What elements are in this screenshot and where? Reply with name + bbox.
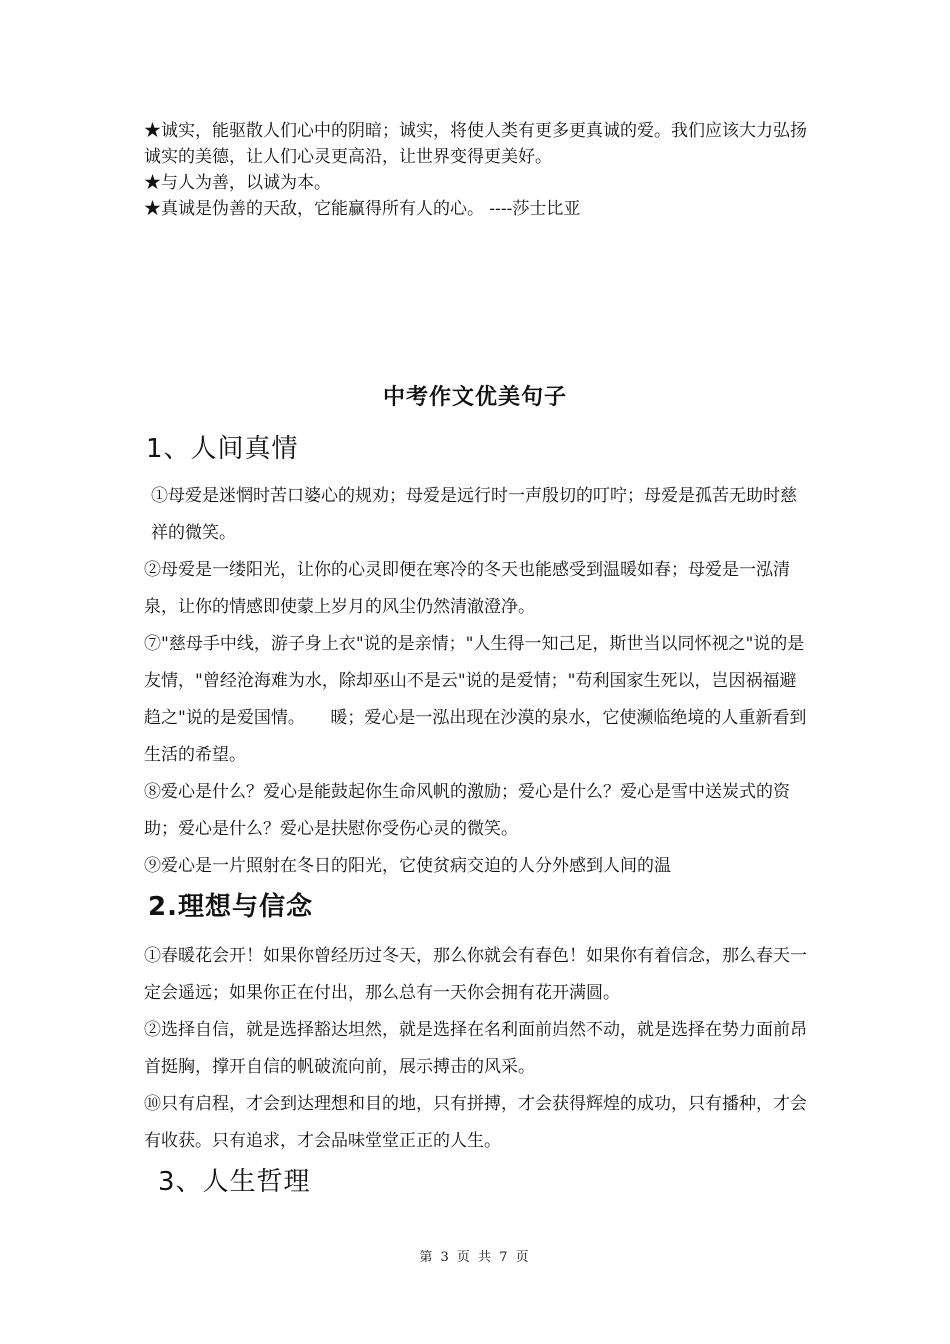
paragraph: ②选择自信，就是选择豁达坦然，就是选择在名利面前岿然不动，就是选择在势力面前昂首挺胸，撑开自信的帆破流向前，展示搏击的风采。 <box>144 1020 807 1077</box>
section-ideals <box>144 938 812 1160</box>
section-heading-ideals: 2.理想与信念 <box>148 892 313 922</box>
paragraph: ⑦"慈母手中线，游子身上衣"说的是亲情；"人生得一知己足，斯世当以同怀视之"说的是友情，"曾经沧海难为水，除却巫山不是云"说的是爱情；"苟利国家生死以，岂因祸福避趋之"说的是爱国情。 暖；爱心是一泓出现在沙漠的泉水，它使濒临绝境的人重新看到生活的希望。 <box>144 634 807 765</box>
page-number: 第 3 页 共 7 页 <box>419 1250 531 1265</box>
paragraph: ⑧爱心是什么？爱心是能鼓起你生命风帆的激励；爱心是什么？爱心是雪中送炭式的资助；爱心是什么？爱心是扶慰你受伤心灵的微笑。 <box>144 782 790 839</box>
paragraph: ②母爱是一缕阳光，让你的心灵即便在寒冷的冬天也能感受到温暖如春；母爱是一泓清泉，让你的情感即使蒙上岁月的风尘仍然清澈澄净。 <box>144 560 790 617</box>
section-human-affection <box>144 478 812 885</box>
quote-kindness: ★与人为善，以诚为本。 <box>144 173 331 193</box>
paragraph: ⑩只有启程，才会到达理想和目的地，只有拼搏，才会获得辉煌的成功，只有播种，才会有收获。只有追求，才会品味堂堂正正的人生。 <box>144 1094 807 1151</box>
section-heading-human-affection: 1、人间真情 <box>146 434 299 464</box>
paragraph: ⑨爱心是一片照射在冬日的阳光，它使贫病交迫的人分外感到人间的温 <box>144 856 671 876</box>
quote-honesty: ★诚实，能驱散人们心中的阴暗；诚实，将使人类有更多更真诚的爱。我们应该大力弘扬诚实的美德，让人们心灵更高沿，让世界变得更美好。 <box>144 121 807 167</box>
paragraph: ①春暖花会开！如果你曾经历过冬天，那么你就会有春色！如果你有着信念，那么春天一定会遥远；如果你正在付出，那么总有一天你会拥有花开满圆。 <box>144 946 807 1003</box>
quote-shakespeare: ★真诚是伪善的天敌，它能赢得所有人的心。 ----莎士比亚 <box>144 199 581 219</box>
page-title: 中考作文优美句子 <box>382 385 567 410</box>
section-heading-life-philosophy: 3、人生哲理 <box>158 1167 311 1197</box>
intro-quotes <box>144 118 814 222</box>
paragraph: ①母爱是迷惘时苦口婆心的规劝；母爱是远行时一声殷切的叮咛；母爱是孤苦无助时慈祥的微笑。 <box>151 486 797 543</box>
